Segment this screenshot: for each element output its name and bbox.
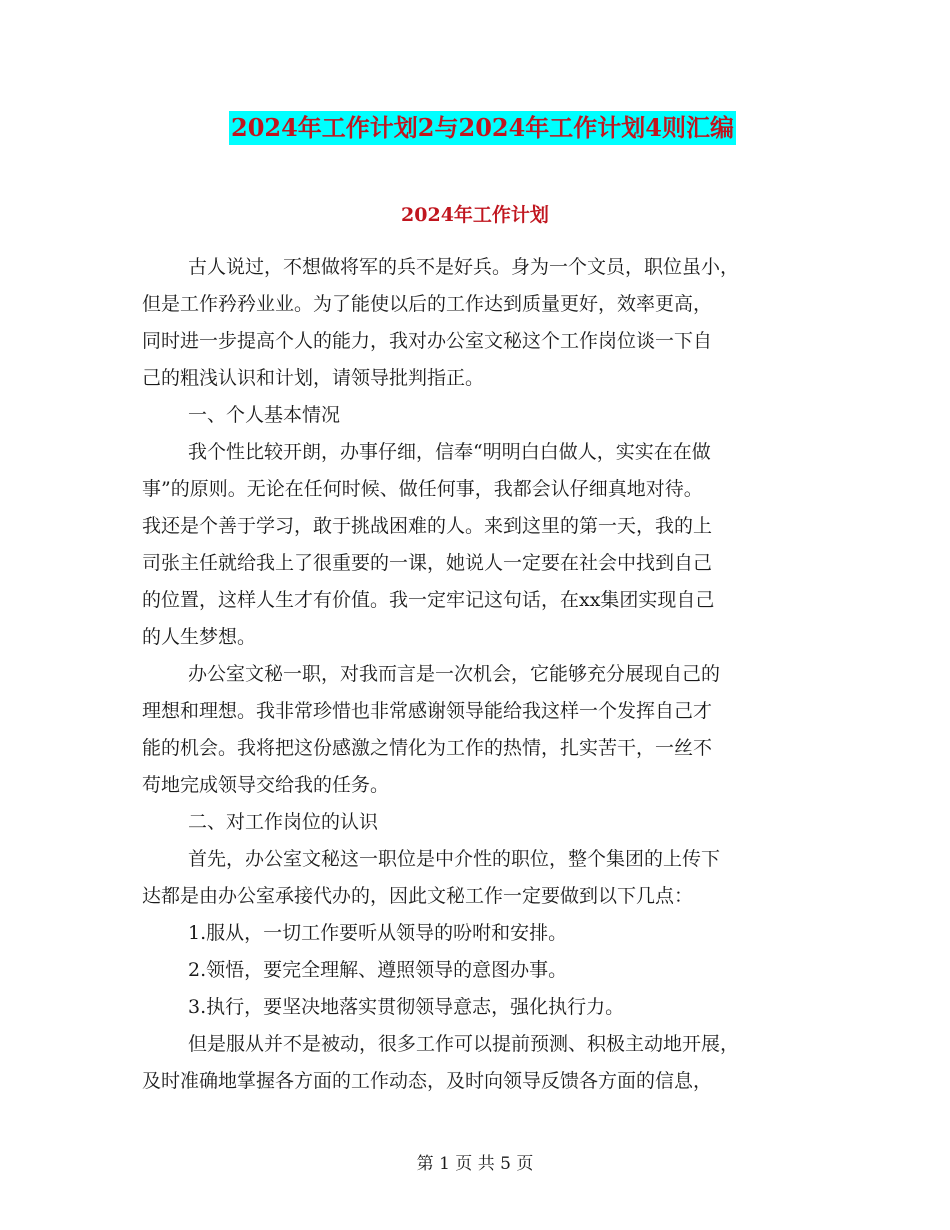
section-title: 2024年工作计划 <box>401 204 549 226</box>
body-line: 我个性比较开朗，办事仔细，信奉“明明白白做人，实实在在做 <box>188 441 711 463</box>
body-line: 同时进一步提高个人的能力，我对办公室文秘这个工作岗位谈一下自 <box>142 330 713 352</box>
body-line: 办公室文秘一职，对我而言是一次机会，它能够充分展现自己的 <box>188 663 721 685</box>
document-title: 2024年工作计划2与2024年工作计划4则汇编 <box>229 111 736 145</box>
body-line: 古人说过，不想做将军的兵不是好兵。身为一个文员，职位虽小， <box>188 256 740 278</box>
page-footer: 第 1 页 共 5 页 <box>416 1154 534 1174</box>
document-body <box>142 249 808 1100</box>
body-line: 首先，办公室文秘这一职位是中介性的职位，整个集团的上传下 <box>188 848 721 870</box>
body-line: 能的机会。我将把这份感激之情化为工作的热情，扎实苦干，一丝不 <box>142 737 713 759</box>
body-line: 苟地完成领导交给我的任务。 <box>142 774 390 796</box>
body-line: 事”的原则。无论在任何时候、做任何事，我都会认仔细真地对待。 <box>142 478 703 500</box>
list-item: 1.服从，一切工作要听从领导的吩咐和安排。 <box>188 922 568 944</box>
section-heading: 一、个人基本情况 <box>188 404 341 426</box>
body-line: 但是服从并不是被动，很多工作可以提前预测、积极主动地开展， <box>188 1033 740 1055</box>
body-line: 我还是个善于学习，敢于挑战困难的人。来到这里的第一天，我的上 <box>142 515 713 537</box>
body-line: 的位置，这样人生才有价值。我一定牢记这句话，在xx集团实现自己 <box>142 589 715 611</box>
body-line: 及时准确地掌握各方面的工作动态，及时向领导反馈各方面的信息， <box>142 1070 713 1092</box>
section-heading: 二、对工作岗位的认识 <box>188 811 379 833</box>
list-item: 3.执行，要坚决地落实贯彻领导意志，强化执行力。 <box>188 996 625 1018</box>
body-line: 己的粗浅认识和计划，请领导批判指正。 <box>142 367 485 389</box>
body-line: 但是工作矜矜业业。为了能使以后的工作达到质量更好，效率更高， <box>142 293 713 315</box>
list-item: 2.领悟，要完全理解、遵照领导的意图办事。 <box>188 959 568 981</box>
body-line: 司张主任就给我上了很重要的一课，她说人一定要在社会中找到自己 <box>142 552 713 574</box>
body-line: 的人生梦想。 <box>142 626 257 648</box>
body-line: 达都是由办公室承接代办的，因此文秘工作一定要做到以下几点： <box>142 885 694 907</box>
body-line: 理想和理想。我非常珍惜也非常感谢领导能给我这样一个发挥自己才 <box>142 700 713 722</box>
